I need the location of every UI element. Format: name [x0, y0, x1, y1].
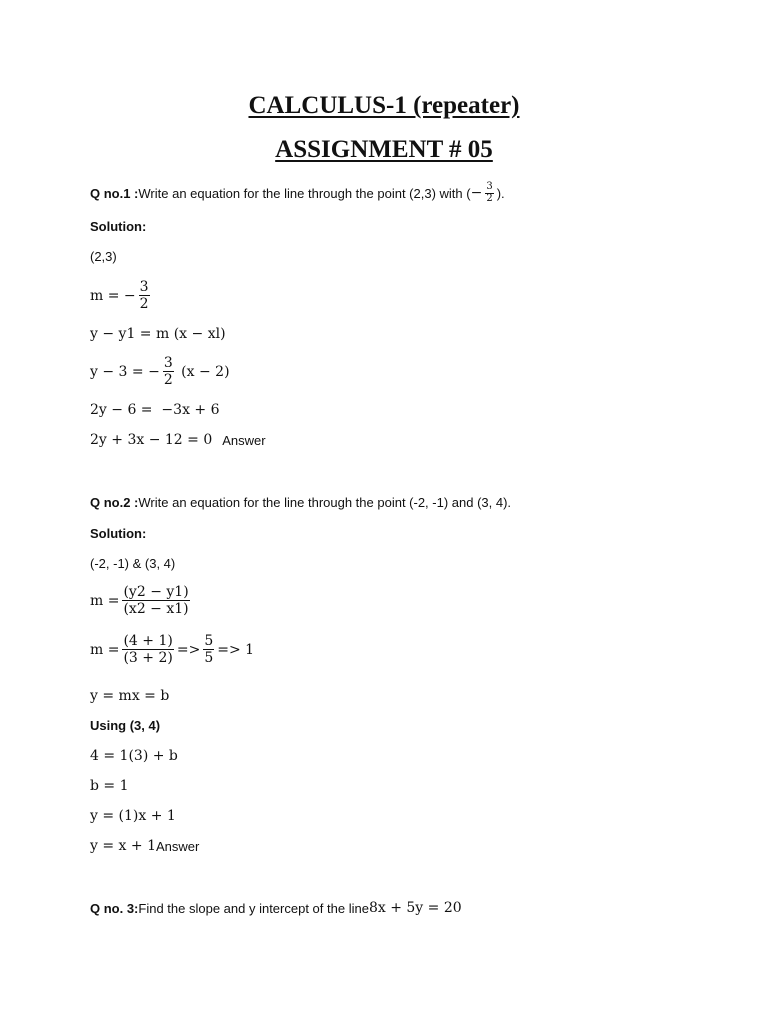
q1-label: Q no.1 : — [90, 185, 139, 201]
q1-text: Write an equation for the line through the point (2,3) with ( — [138, 185, 471, 201]
q2-line-form — [90, 688, 169, 704]
q2-eq-b: b = 1 — [90, 778, 129, 794]
q2-solution-label: Solution: — [90, 526, 147, 541]
q2-slope-den: (x2 − x1) — [123, 601, 189, 618]
q1-eq2-lhs: y − 3 = − — [90, 363, 160, 380]
q1-question — [90, 182, 505, 204]
q2-question — [90, 495, 511, 510]
q1-slope-eq-num: 3 — [139, 279, 149, 295]
q2-substitution — [90, 748, 178, 764]
q2-calc-den2: 5 — [204, 650, 214, 667]
q2-final-eq — [90, 838, 199, 854]
document-title: CALCULUS-1 (repeater) — [248, 92, 520, 119]
q2-label: Q no.2 : — [90, 495, 139, 510]
q2-calc-den: (3 + 2) — [123, 650, 173, 667]
q1-eq1: y − y1 = m (x − xl) — [90, 326, 226, 342]
q2-eq-sub: 4 = 1(3) + b — [90, 748, 178, 764]
assignment-heading: ASSIGNMENT # 05 — [275, 136, 493, 163]
q1-eq2-num: 3 — [163, 355, 173, 371]
q2-calc-num: (4 + 1) — [123, 633, 173, 649]
q2-slope-formula — [90, 584, 193, 617]
q1-eq4: 2y + 3x − 12 = 0 — [90, 432, 213, 448]
q2-calc-end: => 1 — [217, 641, 255, 658]
q2-eq-final: y = x + 1 — [90, 838, 156, 854]
q1-slope-eq — [90, 279, 153, 312]
q1-slope-num: 3 — [486, 181, 493, 192]
q2-calc-lhs: m = — [90, 641, 120, 658]
q1-point: (2,3) — [90, 249, 117, 264]
q2-intercept — [90, 778, 129, 794]
q2-eq-y: y = (1)x + 1 — [90, 808, 176, 824]
q1-slope: − $\frac{3}{2}$ — [470, 181, 493, 204]
q3-label: Q no. 3: — [90, 900, 139, 916]
q2-calc-mid: => — [176, 641, 201, 658]
q1-eq3: 2y − 6 = −3x + 6 — [90, 402, 220, 418]
q1-solution-label: Solution: — [90, 219, 147, 234]
q1-eq2-rhs: (x − 2) — [176, 363, 230, 380]
q2-line-eq — [90, 808, 176, 824]
q1-slope-eq-den: 2 — [139, 296, 149, 313]
q1-text-end: ). — [496, 185, 505, 201]
q3-equation: 8x + 5y = 20 — [368, 900, 462, 916]
q2-using: Using (3, 4) — [90, 718, 161, 733]
q1-slope-lhs: m = − — [90, 287, 136, 304]
q2-calc-num2: 5 — [204, 633, 214, 649]
q2-points: (-2, -1) & (3, 4) — [90, 556, 176, 571]
q2-text: Write an equation for the line through the point (-2, -1) and (3, 4). — [138, 495, 512, 510]
q2-slope-calc — [90, 633, 254, 666]
q1-substitution-eq — [90, 355, 230, 388]
q3-text: Find the slope and y intercept of the line — [138, 900, 369, 916]
q1-slope-den: 2 — [486, 192, 493, 204]
q1-final-eq — [90, 432, 266, 448]
q2-answer-label: Answer — [155, 838, 200, 854]
q2-eq-form: y = mx = b — [90, 688, 170, 704]
q1-point-slope-eq — [90, 326, 226, 342]
q3-question — [90, 900, 462, 916]
q1-eq2-den: 2 — [163, 372, 173, 389]
q1-answer-label: Answer — [222, 432, 266, 448]
q2-slope-num: (y2 − y1) — [123, 584, 189, 600]
q1-expanded-eq — [90, 402, 220, 418]
q2-slope-lhs: m = — [90, 592, 120, 609]
